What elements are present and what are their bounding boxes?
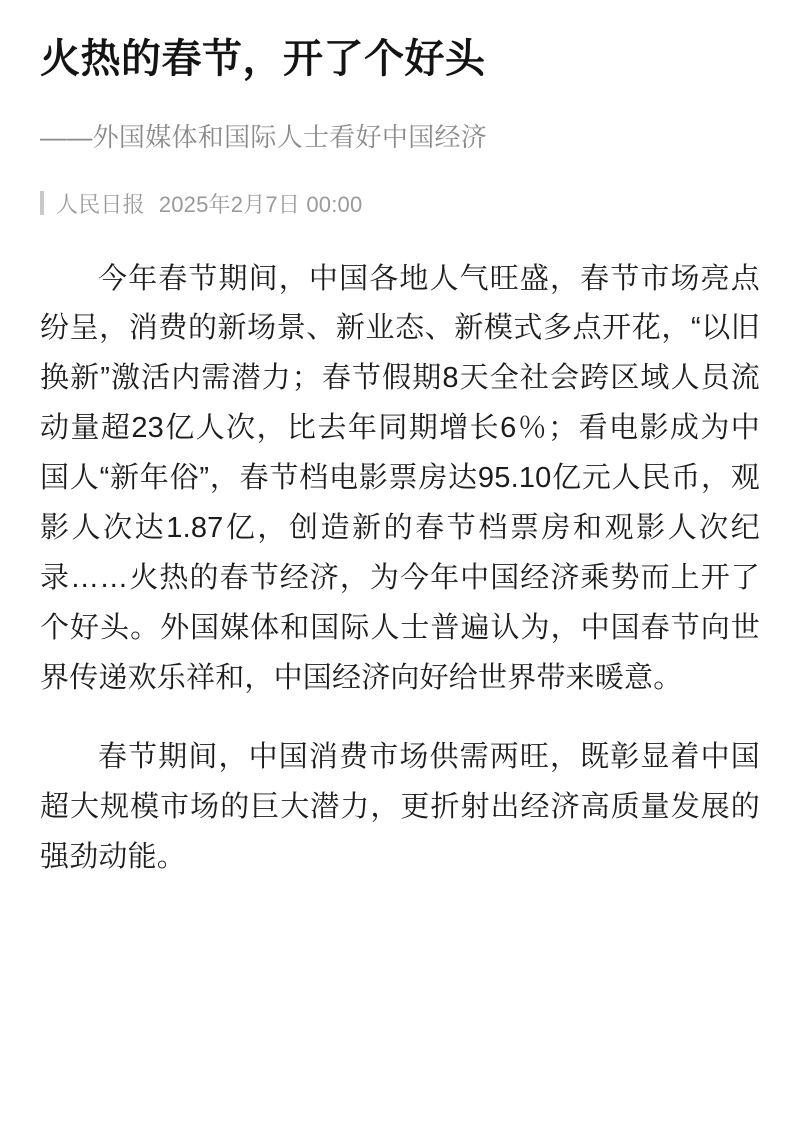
article-paragraph: 今年春节期间，中国各地人气旺盛，春节市场亮点纷呈，消费的新场景、新业态、新模式多点开花，“以旧换新”激活内需潜力；春节假期8天全社会跨区域人员流动量超23亿人次，比去年同期增长6％；看电影成为中国人“新年俗”，春节档电影票房达95.10亿元人民币，观影人次达1.87亿，创造新的春节档票房和观影人次纪录……火热的春节经济，为今年中国经济乘势而上开了个好头。外国媒体和国际人士普遍认为，中国春节向世界传递欢乐祥和，中国经济向好给世界带来暖意。 — [40, 262, 760, 694]
article-timestamp: 2025年2月7日 00:00 — [158, 191, 363, 217]
meta-accent-bar — [40, 191, 44, 215]
article-meta — [40, 188, 760, 219]
article-paragraph: 春节期间，中国消费市场供需两旺，既彰显着中国超大规模市场的巨大潜力，更折射出经济高质量发展的强劲动能。 — [40, 741, 760, 874]
article-subtitle: ——外国媒体和国际人士看好中国经济 — [40, 122, 488, 153]
article-source: 人民日报 — [56, 191, 145, 217]
article-body — [40, 255, 760, 884]
page-title: 火热的春节，开了个好头 — [40, 37, 486, 81]
